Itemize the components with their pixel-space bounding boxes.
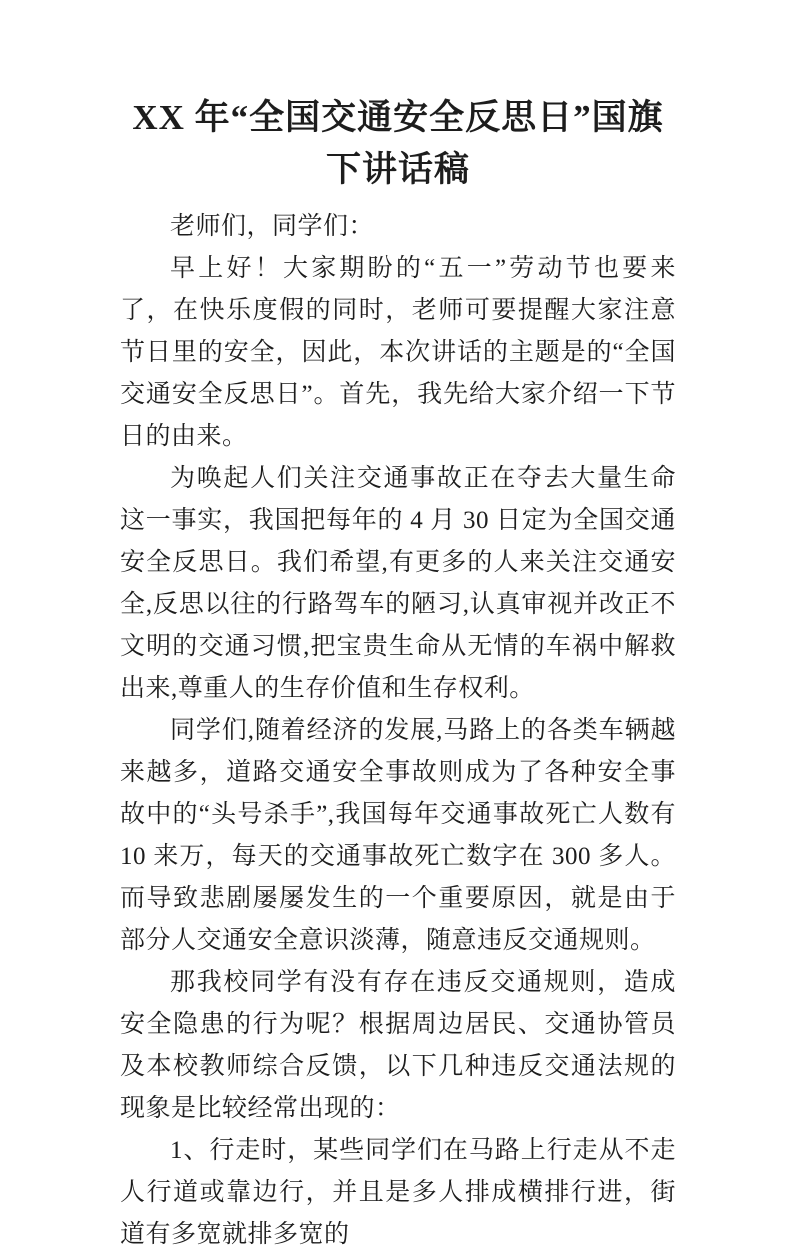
paragraph-item-1: 1、行走时，某些同学们在马路上行走从不走人行道或靠边行，并且是多人排成横排行进，街道有多宽就排多宽的 xyxy=(120,1137,676,1248)
document-body xyxy=(120,206,676,1256)
paragraph-school-question: 那我校同学有没有存在违反交通规则，造成安全隐患的行为呢？根据周边居民、交通协管员及本校教师综合反馈，以下几种违反交通法规的现象是比较经常出现的： xyxy=(120,969,676,1122)
paragraph-origin: 为唤起人们关注交通事故正在夺去大量生命这一事实，我国把每年的 4 月 30 日定为全国交通安全反思日。我们希望,有更多的人来关注交通安全,反思以往的行路驾车的陋习,认真审视并改正不文明的交通习惯,把宝贵生命从无情的车祸中解救出来,尊重人的生存价值和生存权利。 xyxy=(120,465,676,702)
page-title: XX 年“全国交通安全反思日”国旗下讲话稿 xyxy=(132,98,664,189)
paragraph-statistics: 同学们,随着经济的发展,马路上的各类车辆越来越多，道路交通安全事故则成为了各种安全事故中的“头号杀手”,我国每年交通事故死亡人数有 10 来万，每天的交通事故死亡数字在 300 多人。而导致悲剧屡屡发生的一个重要原因，就是由于部分人交通安全意识淡薄，随意违反交通规则。 xyxy=(120,717,676,954)
paragraph-intro: 早上好！大家期盼的“五一”劳动节也要来了，在快乐度假的同时，老师可要提醒大家注意节日里的安全，因此，本次讲话的主题是的“全国交通安全反思日”。首先，我先给大家介绍一下节日的由来。 xyxy=(120,255,676,450)
paragraph-salutation: 老师们，同学们： xyxy=(170,213,375,240)
